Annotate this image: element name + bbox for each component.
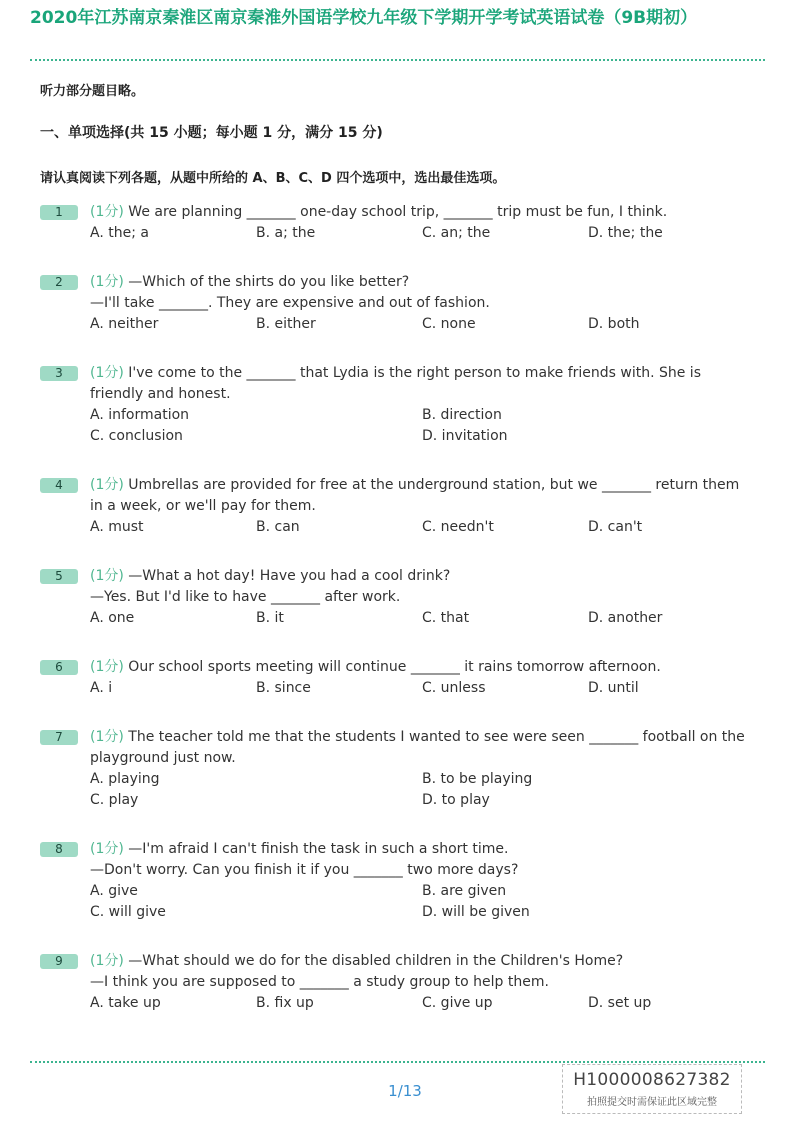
question-7	[40, 727, 760, 811]
option-b: B. to be playing	[422, 771, 533, 787]
option-b: B. fix up	[256, 995, 314, 1011]
question-stem-line-1: —What a hot day! Have you had a cool drink?	[128, 568, 451, 584]
option-b: B. a; the	[256, 225, 316, 241]
option-d: D. both	[588, 316, 640, 332]
question-score: (1分)	[90, 953, 124, 969]
option-b: B. since	[256, 680, 311, 696]
option-d: D. invitation	[422, 428, 508, 444]
option-c: C. none	[422, 316, 476, 332]
question-stem-line-2: —Yes. But I'd like to have _______ after work.	[90, 589, 401, 605]
option-c: C. that	[422, 610, 470, 626]
question-stem-line-1: —Which of the shirts do you like better?	[128, 274, 410, 290]
option-a: A. give	[90, 883, 138, 899]
exam-code: H1000008627382	[573, 1070, 731, 1090]
question-stem: Our school sports meeting will continue _______ it rains tomorrow afternoon.	[128, 659, 661, 675]
exam-title: 2020年江苏南京秦淮区南京秦淮外国语学校九年级下学期开学考试英语试卷（9B期初）	[30, 8, 698, 28]
option-a: A. playing	[90, 771, 160, 787]
question-number-badge: 9	[40, 954, 78, 969]
listening-note: 听力部分题目略。	[40, 84, 145, 99]
option-d: D. to play	[422, 792, 490, 808]
section-instruction: 请认真阅读下列各题，从题中所给的 A、B、C、D 四个选项中，选出最佳选项。	[40, 171, 506, 186]
question-stem-line-2: —I'll take _______. They are expensive and out of fashion.	[90, 295, 490, 311]
option-d: D. until	[588, 680, 639, 696]
question-score: (1分)	[90, 477, 124, 493]
option-b: B. are given	[422, 883, 507, 899]
option-b: B. direction	[422, 407, 502, 423]
barcode-area	[562, 1064, 742, 1114]
question-stem-line-1: —I'm afraid I can't finish the task in such a short time.	[128, 841, 509, 857]
option-c: C. give up	[422, 995, 493, 1011]
question-stem: Umbrellas are provided for free at the underground station, but we _______ return them in a week, or we'll pay for them.	[90, 477, 740, 514]
page-number: 1/13	[388, 1082, 422, 1100]
question-number-badge: 7	[40, 730, 78, 745]
question-6	[40, 657, 760, 699]
question-stem-line-2: —I think you are supposed to _______ a study group to help them.	[90, 974, 549, 990]
question-stem-line-2: —Don't worry. Can you finish it if you _______ two more days?	[90, 862, 519, 878]
question-score: (1分)	[90, 274, 124, 290]
option-b: B. either	[256, 316, 316, 332]
option-c: C. needn't	[422, 519, 494, 535]
option-a: A. i	[90, 680, 113, 696]
question-number-badge: 1	[40, 205, 78, 220]
question-stem: The teacher told me that the students I wanted to see were seen _______ football on the playground just now.	[90, 729, 745, 766]
question-8	[40, 839, 760, 923]
question-score: (1分)	[90, 729, 124, 745]
question-score: (1分)	[90, 365, 124, 381]
question-1	[40, 202, 760, 244]
option-b: B. can	[256, 519, 300, 535]
question-score: (1分)	[90, 204, 124, 220]
option-c: C. play	[90, 792, 139, 808]
question-5	[40, 566, 760, 629]
option-a: A. neither	[90, 316, 159, 332]
question-3	[40, 363, 760, 447]
option-c: C. conclusion	[90, 428, 183, 444]
option-d: D. another	[588, 610, 663, 626]
code-note: 拍照提交时需保证此区域完整	[587, 1097, 717, 1108]
question-number-badge: 5	[40, 569, 78, 584]
question-score: (1分)	[90, 659, 124, 675]
question-number-badge: 3	[40, 366, 78, 381]
question-number-badge: 6	[40, 660, 78, 675]
option-b: B. it	[256, 610, 284, 626]
option-a: A. one	[90, 610, 135, 626]
option-d: D. the; the	[588, 225, 663, 241]
option-d: D. can't	[588, 519, 643, 535]
option-c: C. will give	[90, 904, 166, 920]
question-number-badge: 8	[40, 842, 78, 857]
question-2	[40, 272, 760, 335]
option-a: A. must	[90, 519, 144, 535]
question-number-badge: 2	[40, 275, 78, 290]
question-score: (1分)	[90, 568, 124, 584]
option-a: A. take up	[90, 995, 161, 1011]
option-a: A. information	[90, 407, 190, 423]
question-stem: We are planning _______ one-day school trip, _______ trip must be fun, I think.	[128, 204, 668, 220]
question-score: (1分)	[90, 841, 124, 857]
option-c: C. an; the	[422, 225, 491, 241]
question-4	[40, 475, 760, 538]
question-stem: I've come to the _______ that Lydia is the right person to make friends with. She is friendly and honest.	[90, 365, 701, 402]
option-c: C. unless	[422, 680, 486, 696]
question-9	[40, 951, 760, 1014]
section-title: 一、单项选择(共 15 小题；每小题 1 分，满分 15 分)	[40, 125, 383, 141]
option-d: D. set up	[588, 995, 652, 1011]
question-number-badge: 4	[40, 478, 78, 493]
option-d: D. will be given	[422, 904, 530, 920]
option-a: A. the; a	[90, 225, 149, 241]
question-stem-line-1: —What should we do for the disabled children in the Children's Home?	[128, 953, 624, 969]
header-divider	[30, 59, 765, 61]
footer-divider	[30, 1061, 765, 1063]
